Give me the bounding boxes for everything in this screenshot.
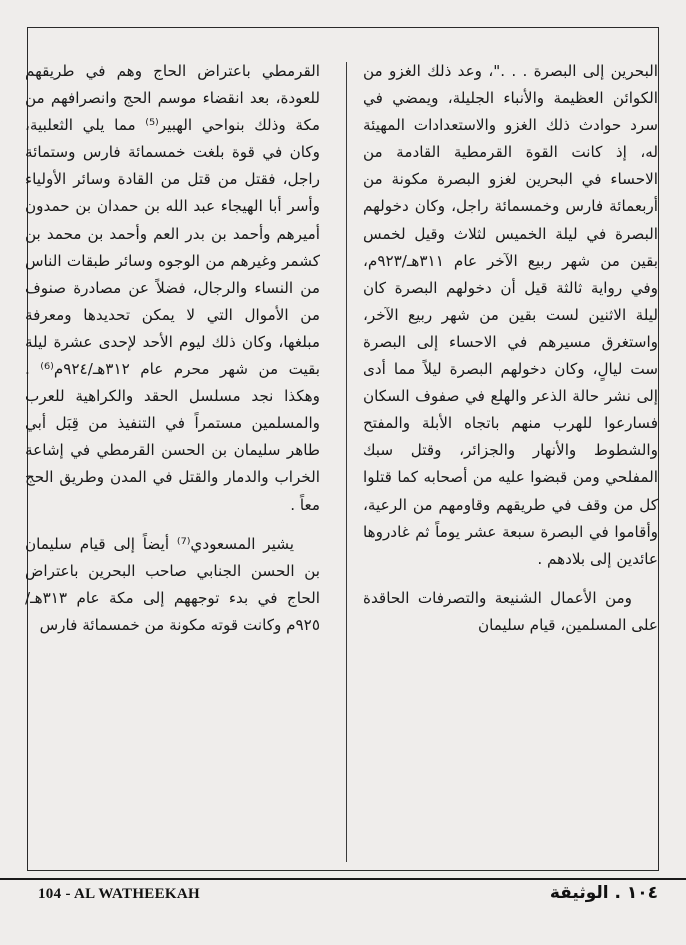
paragraph: ومن الأعمال الشنيعة والتصرفات الحاقدة على المسلمين، قيام سليمان (363, 588, 658, 634)
folio-english: 104 - AL WATHEEKAH (38, 886, 200, 902)
column-divider (346, 62, 347, 862)
folio-arabic: ١٠٤ . الوثيقة (549, 883, 658, 903)
paragraph: القرمطي باعتراض الحاج وهم في طريقهم للعودة، بعد انقضاء موسم الحج وانصرافهم من مكة وذلك بنواحي الهبير⁽⁵⁾ مما يلي الثعلبية، وكان في قوة بلغت خمسمائة فارس وستمائة راجل، فقتل من قتل من القادة وسائر الأولياء وأسر أبا الهيجاء عبد الله بن حمدان بن حمدون أميرهم وأحمد بن بدر العم وأحمد بن محمد بن كشمر وغيرهم من الوجوه وسائر طبقات الناس من النساء والرجال، فضلاً عن مصادرة صنوف من الأموال التي لا يمكن تحديدها ومعرفة مبلغها، وكان ذلك ليوم الأحد لإحدى عشرة ليلة بقيت من شهر محرم عام ٣١٢هـ/٩٢٤م⁽⁶⁾ . وهكذا نجد مسلسل الحقد والكراهية للعرب والمسلمين مستمراً في التنفيذ من قِبَل أبي طاهر سليمان بن الحسن القرمطي في إشاعة الخراب والدمار والقتل في المدن وطريق الحج معاً . (25, 62, 321, 514)
right-column (363, 58, 658, 639)
paragraph: يشير المسعودي⁽⁷⁾ أيضاً إلى قيام سليمان بن الحسن الجنابي صاحب البحرين باعتراض الحاج في بدء توجههم إلى مكة عام ٣١٣هـ/٩٢٥م وكانت قوته مكونة من خمسمائة فارس (25, 534, 320, 634)
page-footer (0, 878, 686, 940)
left-column (25, 58, 320, 639)
paragraph: البحرين إلى البصرة . . ."، وعد ذلك الغزو من الكوائن العظيمة والأنباء الجليلة، ويمضي في سرد حوادث ذلك الغزو والاستعدادات المهيئة له، إذ كانت القوة القرمطية القادمة من الاحساء في البحرين لغزو البصرة مكونة من أربعمائة فارس وخمسمائة راجل، وكان دخولهم البصرة في ليلة الخميس لثلاث وقيل لخمس بقين من شهر ربيع الآخر عام ٣١١هـ/٩٢٣م، وفي رواية ثالثة قيل أن دخولهم البصرة كان ليلة الاثنين لست بقين من شهر ربيع الآخر، واستغرق مسيرهم في الاحساء إلى البصرة ست ليالٍ، وكان دخولهم البصرة ليلاً مما أدى إلى نشر حالة الذعر والهلع في صفوف السكان فسارعوا للهرب منهم باتجاه الأبلة والمفتح والشطوط والأنهار والجزائر، وقتل سبك المفلحي ومن قبضوا عليه من أصحابه كما قتلوا كل من وقف في طريقهم وقاومهم من الرعية، وأقاموا في البصرة سبعة عشر يوماً ثم غادروها عائدين إلى بلادهم . (363, 62, 658, 568)
